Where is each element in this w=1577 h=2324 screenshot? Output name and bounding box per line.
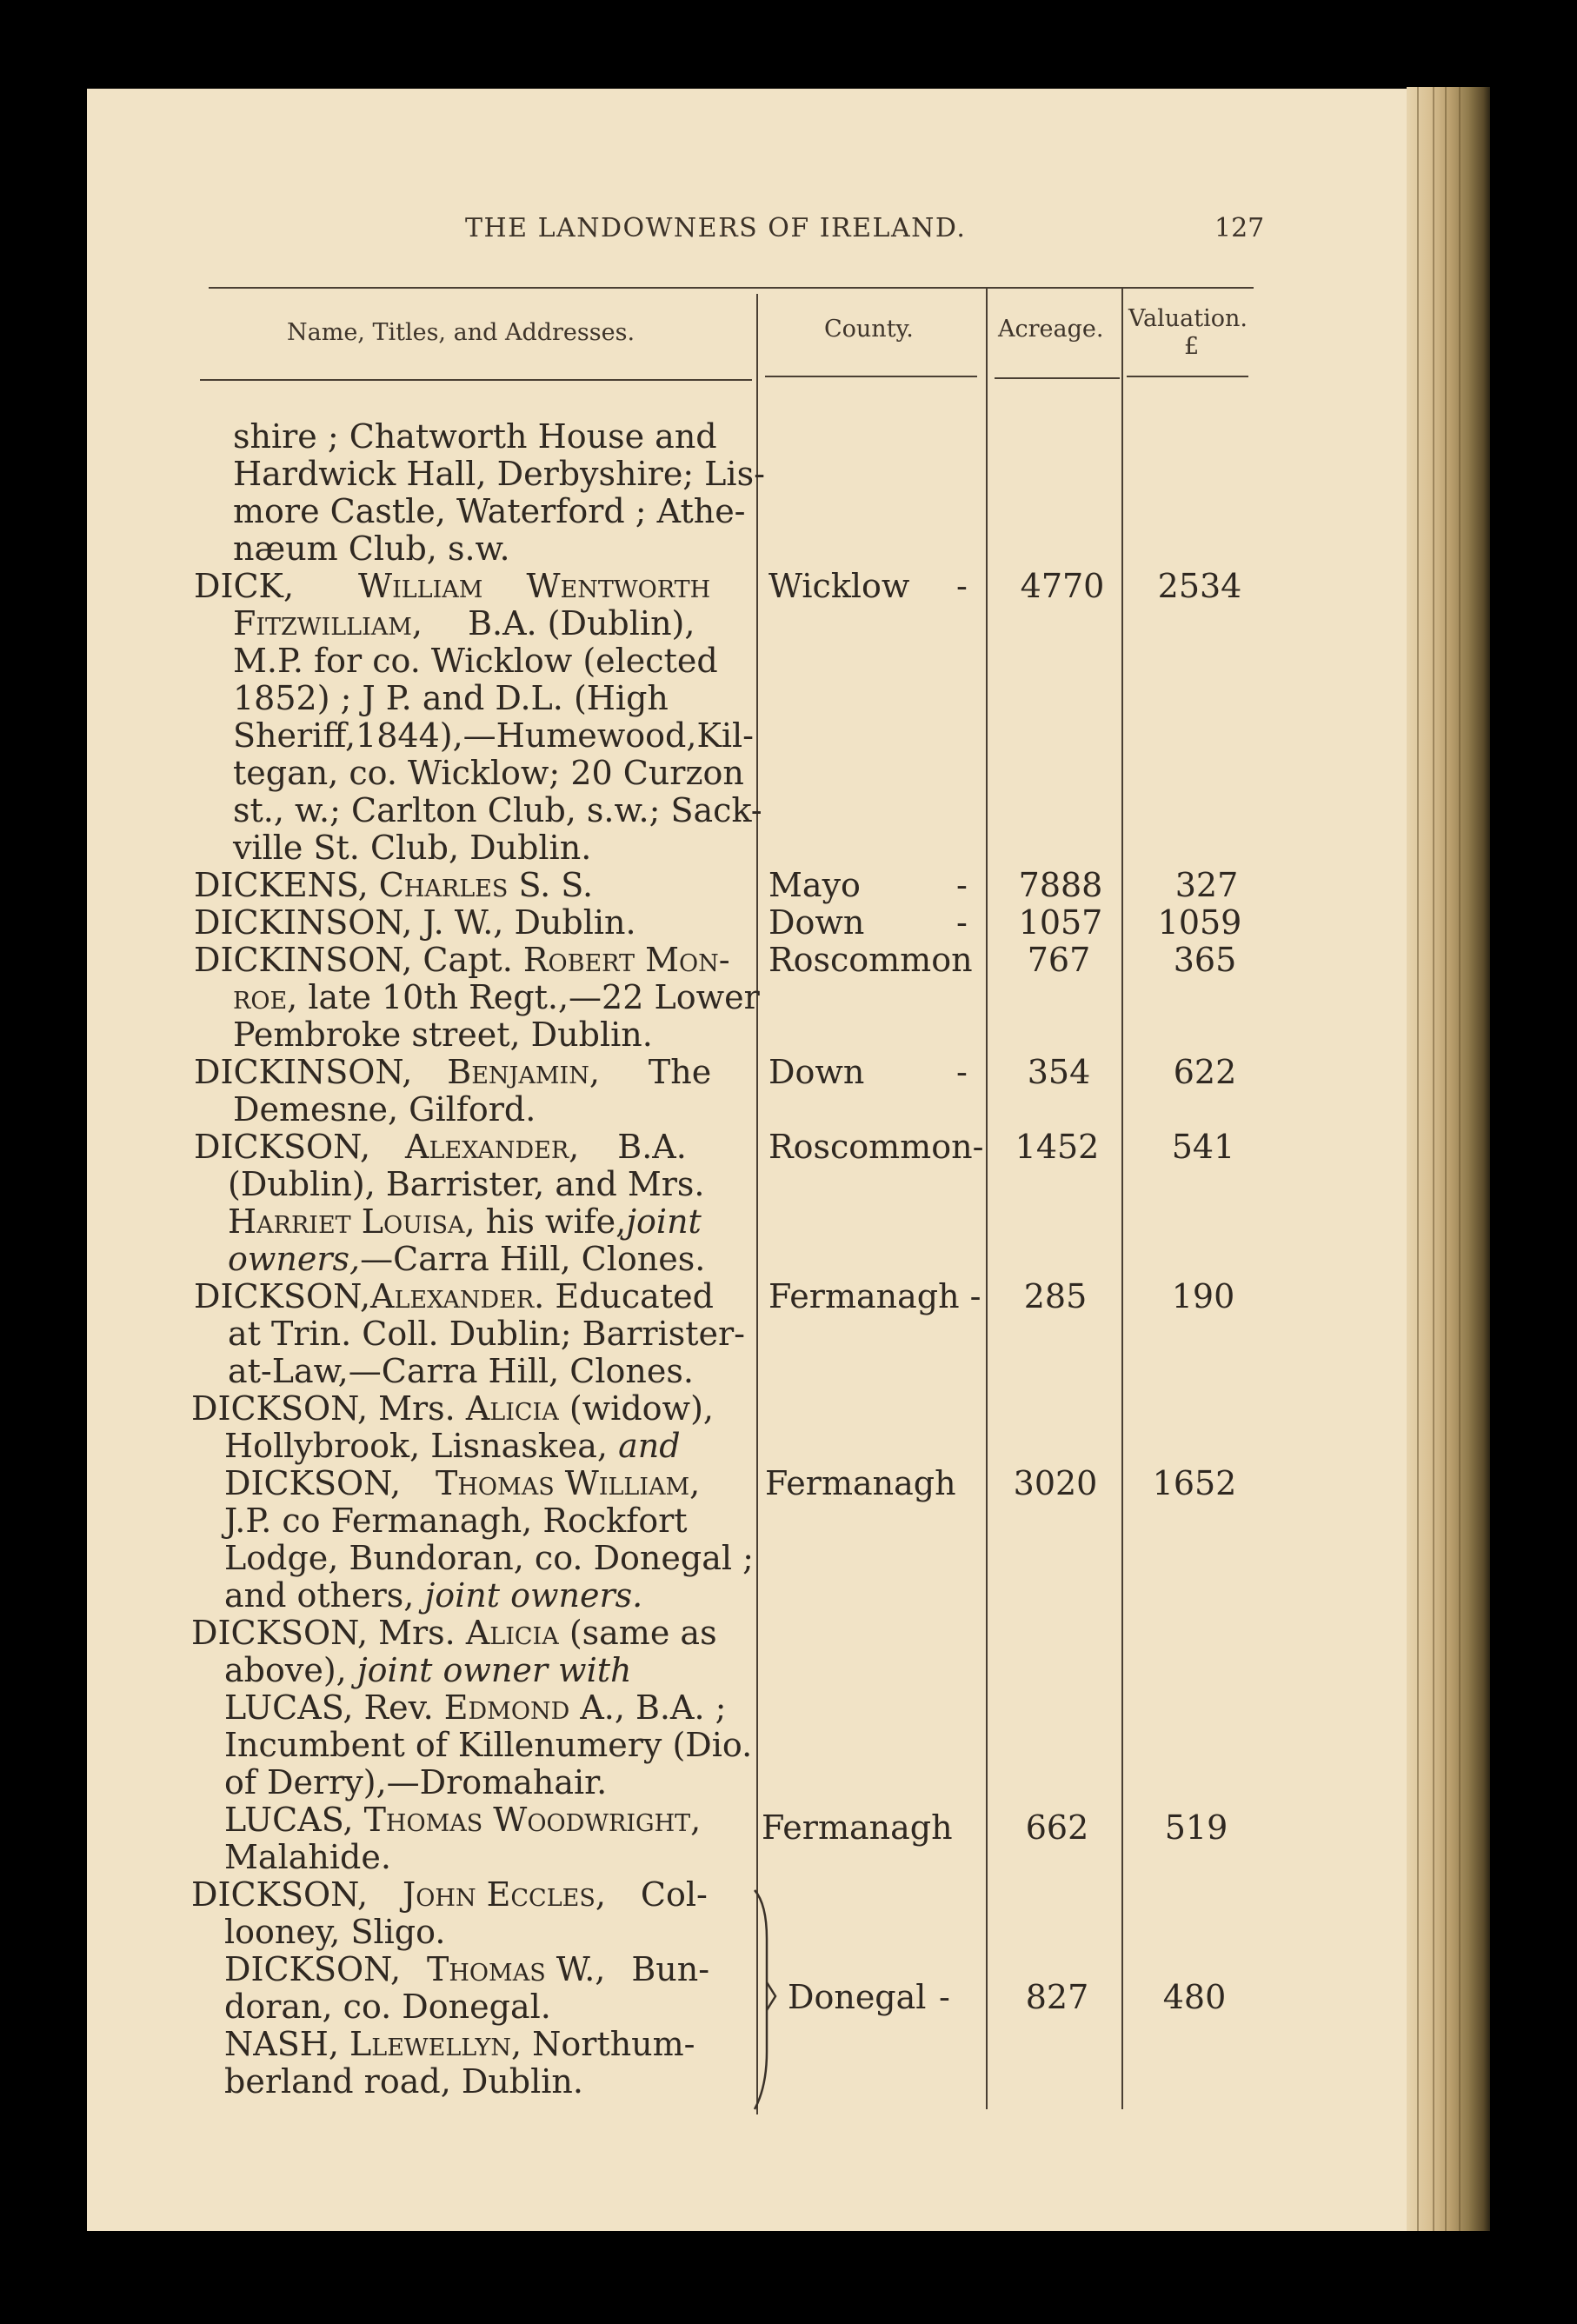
page-edge-line (1433, 87, 1434, 2231)
column-header-currency: £ (1184, 333, 1200, 360)
page-number: 127 (1214, 213, 1265, 243)
county-cell: Fermanagh - (769, 1277, 981, 1315)
text-line: 1852) ; J P. and D.L. (High (233, 679, 669, 717)
column-divider-2 (986, 289, 988, 2109)
text-line: næum Club, s.w. (233, 529, 510, 568)
acreage-cell: 7888 (1018, 866, 1103, 904)
column-divider-3 (1121, 289, 1123, 2109)
text-line: Hardwick Hall, Derbyshire; Lis- (233, 455, 765, 493)
grouping-brace (748, 1887, 782, 2113)
text-line: tegan, co. Wicklow; 20 Curzon (233, 754, 744, 792)
acreage-cell: 662 (1025, 1808, 1089, 1847)
text-line: owners,—Carra Hill, Clones. (228, 1240, 706, 1278)
header-rule-name (200, 379, 752, 381)
text-line: Pembroke street, Dublin. (233, 1016, 653, 1054)
header-rule-valuation (1127, 376, 1248, 377)
text-line: Demesne, Gilford. (233, 1090, 536, 1129)
running-title: THE LANDOWNERS OF IRELAND. (465, 213, 967, 243)
entry-name: DICKINSON, J. W., Dublin. (194, 903, 636, 942)
page-edge (1407, 87, 1490, 2231)
valuation-cell: 327 (1174, 866, 1239, 904)
text-line: above), joint owner with (224, 1651, 632, 1689)
page-edge-line (1417, 87, 1419, 2231)
entry-name: LUCAS, Thomas Woodwright, (224, 1801, 702, 1839)
entry-name: LUCAS, Rev. Edmond A., B.A. ; (224, 1688, 727, 1727)
text-line: Harriet Louisa, his wife,joint (228, 1202, 702, 1241)
text-line: (Dublin), Barrister, and Mrs. (228, 1165, 705, 1203)
text-line: at-Law,—Carra Hill, Clones. (228, 1352, 694, 1390)
acreage-cell: 767 (1027, 941, 1091, 979)
text-line: ville St. Club, Dublin. (233, 829, 592, 867)
text-line: Sheriff,1844),—Humewood,Kil- (233, 716, 755, 755)
text-line: looney, Sligo. (224, 1913, 446, 1951)
text-line: and others, joint owners. (224, 1576, 643, 1615)
text-line: at Trin. Coll. Dublin; Barrister- (228, 1315, 745, 1353)
top-rule (209, 287, 1254, 289)
text-line: st., w.; Carlton Club, s.w.; Sack- (233, 791, 762, 829)
text-line: M.P. for co. Wicklow (elected (233, 642, 718, 680)
valuation-cell: 1059 (1157, 903, 1242, 942)
column-divider-1 (756, 294, 758, 2114)
text-line: more Castle, Waterford ; Athe- (233, 492, 746, 530)
acreage-cell: 1057 (1018, 903, 1103, 942)
valuation-cell: 541 (1171, 1128, 1235, 1166)
acreage-cell: 827 (1025, 1978, 1089, 2016)
text-line: Lodge, Bundoran, co. Donegal ; (224, 1539, 754, 1577)
text-line: Malahide. (224, 1838, 391, 1876)
county-dash: - (939, 1978, 950, 2016)
county-cell: Donegal (788, 1978, 927, 2016)
column-header-valuation: Valuation. (1128, 305, 1248, 332)
valuation-cell: 480 (1162, 1978, 1227, 2016)
text-line: Fitzwilliam, B.A. (Dublin), (233, 604, 695, 643)
valuation-cell: 1652 (1152, 1464, 1237, 1502)
county-dash: - (956, 1053, 968, 1091)
county-cell: Fermanagh (765, 1464, 956, 1502)
acreage-cell: 354 (1027, 1053, 1091, 1091)
county-cell: Mayo (769, 866, 861, 904)
entry-name: DICKSON, Thomas William, (224, 1464, 701, 1502)
valuation-cell: 622 (1173, 1053, 1237, 1091)
column-header-name: Name, Titles, and Addresses. (287, 319, 635, 346)
text-line: doran, co. Donegal. (224, 1988, 551, 2026)
entry-name: DICKENS, Charles S. S. (194, 866, 594, 904)
text-line: roe, late 10th Regt.,—22 Lower (233, 978, 760, 1016)
entry-name: DICKSON,Alexander. Educated (194, 1277, 714, 1315)
acreage-cell: 4770 (1020, 567, 1105, 605)
page-edge-line (1459, 87, 1461, 2231)
county-cell: Down (769, 1053, 865, 1091)
page-edge-line (1445, 87, 1447, 2231)
entry-name: DICKINSON, Capt. Robert Mon- (194, 941, 730, 979)
text-line: of Derry),—Dromahair. (224, 1763, 608, 1801)
valuation-cell: 2534 (1157, 567, 1242, 605)
county-cell: Roscommon- (769, 1128, 984, 1166)
acreage-cell: 1452 (1015, 1128, 1100, 1166)
acreage-cell: 3020 (1013, 1464, 1098, 1502)
entry-name: DICKSON, Thomas W., Bun- (224, 1950, 710, 1988)
text-line: Hollybrook, Lisnaskea, and (224, 1427, 681, 1465)
entry-name: DICKSON, Mrs. Alicia (same as (191, 1614, 717, 1652)
valuation-cell: 365 (1173, 941, 1237, 979)
county-dash: - (956, 866, 968, 904)
county-cell: Wicklow (769, 567, 910, 605)
entry-name: DICKINSON, Benjamin, The (194, 1053, 712, 1091)
header-rule-county (765, 376, 977, 377)
entry-name: NASH, Llewellyn, Northum- (224, 2025, 695, 2063)
entry-name: DICKSON, Mrs. Alicia (widow), (191, 1389, 714, 1428)
county-cell: Down (769, 903, 865, 942)
text-line: shire ; Chatworth House and (233, 417, 717, 456)
header-rule-acreage (995, 377, 1120, 379)
entry-name: DICKSON, Alexander, B.A. (194, 1128, 687, 1166)
county-cell: Roscommon (769, 941, 973, 979)
text-line: Incumbent of Killenumery (Dio. (224, 1726, 753, 1764)
county-dash: - (956, 903, 968, 942)
text-line: J.P. co Fermanagh, Rockfort (224, 1502, 688, 1540)
valuation-cell: 190 (1171, 1277, 1235, 1315)
entry-name: DICKSON, John Eccles, Col- (191, 1875, 708, 1914)
text-line: berland road, Dublin. (224, 2062, 583, 2101)
column-header-county: County. (824, 316, 914, 343)
county-cell: Fermanagh (762, 1808, 953, 1847)
column-header-acreage: Acreage. (998, 316, 1104, 343)
acreage-cell: 285 (1023, 1277, 1088, 1315)
county-dash: - (956, 567, 968, 605)
valuation-cell: 519 (1164, 1808, 1228, 1847)
entry-name: DICK, William Wentworth (194, 567, 711, 605)
